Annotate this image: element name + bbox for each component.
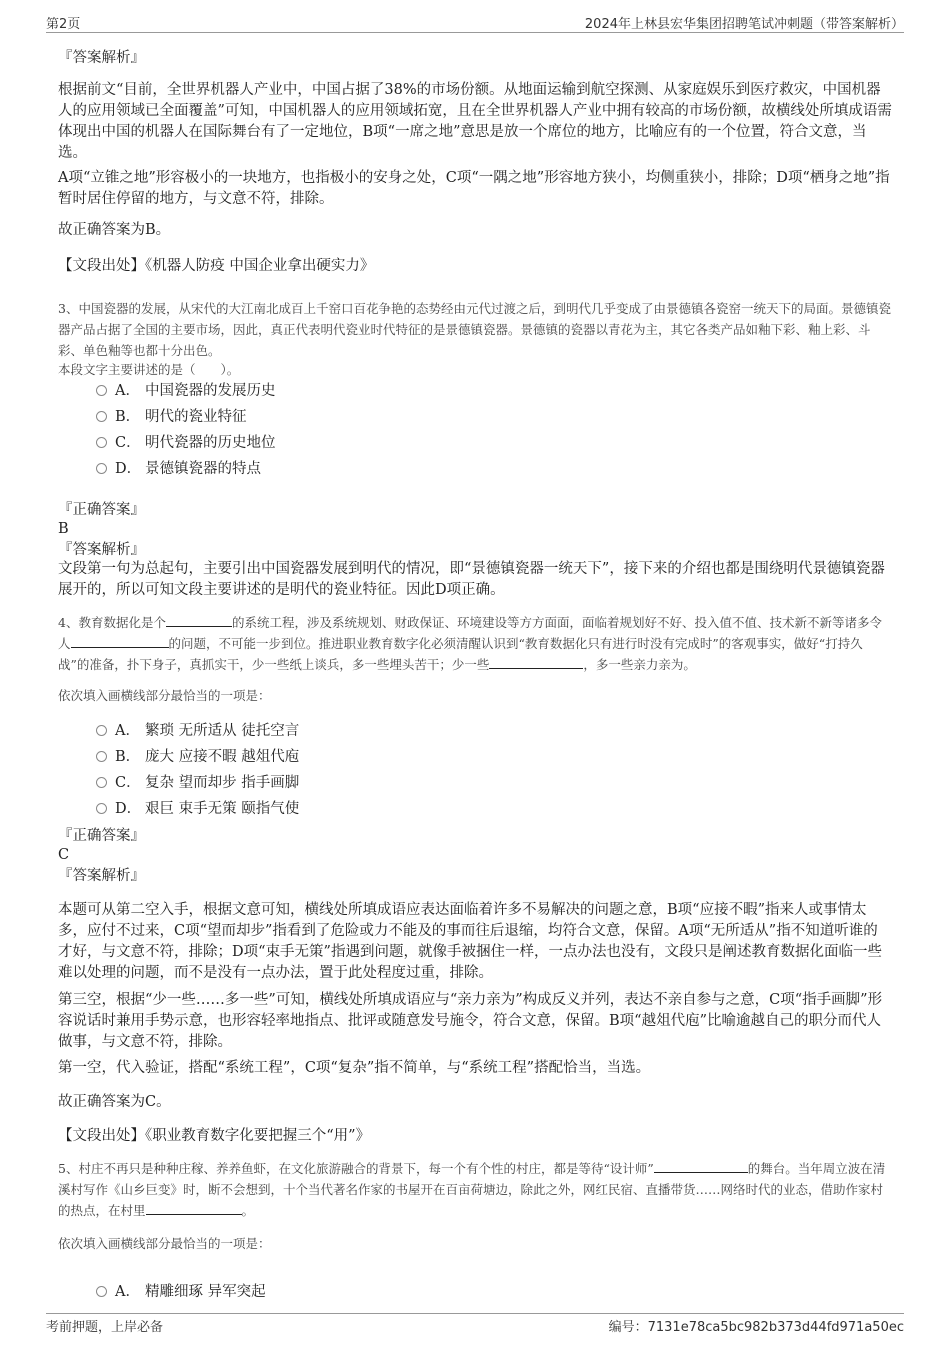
radio-button-icon[interactable]	[96, 751, 107, 762]
q5-stem: 5、村庄不再只是种种庄稼、养养鱼虾，在文化旅游融合的背景下，每一个有个性的村庄，都是等待“设计师” 的舞台。当年周立波在清溪村写作《山乡巨变》时，断不会想到，十个当代著名作家的书屋开在百亩荷塘边，除此之外，网红民宿、直播带货……网络时代的业态，借助作家村的热点，在村里 。	[58, 1158, 892, 1221]
q4-option-b[interactable]: B． 庞大 应接不暇 越俎代庖	[96, 746, 299, 768]
radio-button-icon[interactable]	[96, 777, 107, 788]
blank-line	[71, 633, 169, 648]
radio-button-icon[interactable]	[96, 463, 107, 474]
page-footer	[46, 1313, 904, 1336]
page-number: 第2页	[46, 17, 81, 32]
q2-analysis-label: 『答案解析』	[58, 50, 145, 66]
q3-option-c[interactable]: C． 明代瓷器的历史地位	[96, 432, 276, 454]
q3-answer: B	[58, 521, 69, 537]
q4-option-a[interactable]: A． 繁琐 无所适从 徒托空言	[96, 720, 299, 742]
document-id: 编号：7131e78ca5bc982b373d44fd971a50ec	[608, 1320, 904, 1335]
q3-option-a[interactable]: A． 中国瓷器的发展历史	[96, 380, 276, 402]
q5-option-a[interactable]: A． 精雕细琢 异军突起	[96, 1281, 266, 1303]
q4-answer-label: 『正确答案』	[58, 828, 145, 844]
q4-option-d[interactable]: D． 艰巨 束手无策 颐指气使	[96, 798, 299, 820]
q3-analysis: 文段第一句为总起句，主要引出中国瓷器发展到明代的情况，即“景德镇瓷器一统天下”，接下来的介绍也都是围绕明代景德镇瓷器展开的，所以可知文段主要讲述的是明代的瓷业特征。因此D项正确。	[58, 561, 885, 598]
q4-analysis-label: 『答案解析』	[58, 868, 145, 884]
q4-answer: C	[58, 847, 70, 863]
q4-analysis-para-1: 本题可从第二空入手，根据文意可知，横线处所填成语应表达面临着许多不易解决的问题之意，B项“应接不暇”指来人或事情太多，应付不过来，C项“望而却步”指看到了危险或力不能及的事而往后退缩，均符合文意，保留。A项“无所适从”指不知道听谁的才好，与文意不符，排除；D项“束手无策”指遇到问题，就像手被捆住一样，一点办法也没有，文段只是阐述教育数据化面临一些难以处理的问题，而不是没有一点办法，置于此处程度过重，排除。	[58, 902, 882, 981]
q4-question: 依次填入画横线部分最恰当的一项是：	[58, 688, 271, 703]
q3-question: 本段文字主要讲述的是（ ）。	[58, 362, 240, 377]
q4-analysis-para-4: 故正确答案为C。	[58, 1094, 171, 1110]
radio-button-icon[interactable]	[96, 385, 107, 396]
document-title: 2024年上林县宏华集团招聘笔试冲刺题（带答案解析）	[584, 17, 904, 32]
q3-option-d[interactable]: D． 景德镇瓷器的特点	[96, 458, 261, 480]
radio-button-icon[interactable]	[96, 725, 107, 736]
blank-line	[654, 1158, 748, 1173]
q4-stem: 4、教育数据化是个 的系统工程，涉及系统规划、财政保证、环境建设等方方面面，面临着规划好不好、投入值不值、技术新不新等诸多令人 的问题，不可能一步到位。推进职业教育数字化必须清醒认识到“教育数据化只有进行时没有完成时”的客观事实，做好“打持久战”的准备，扑下身子，真抓实干，少一些纸上谈兵，多一些埋头苦干；少一些 ，多一些亲力亲为。	[58, 612, 892, 675]
radio-button-icon[interactable]	[96, 803, 107, 814]
footer-slogan: 考前押题，上岸必备	[46, 1320, 164, 1335]
q4-analysis-para-2: 第三空，根据“少一些……多一些”可知，横线处所填成语应与“亲力亲为”构成反义并列，表达不亲自参与之意，C项“指手画脚”形容说话时兼用手势示意，也形容轻率地指点、批评或随意发号施令，符合文意，保留。B项“越俎代庖”比喻逾越自己的职分而代人做事，与文意不符，排除。	[58, 992, 883, 1050]
q3-stem: 3、中国瓷器的发展，从宋代的大江南北成百上千窑口百花争艳的态势经由元代过渡之后，到明代几乎变成了由景德镇各瓷窑一统天下的局面。景德镇瓷器产品占据了全国的主要市场，因此，真正代表明代瓷业时代特征的是景德镇瓷器。景德镇的瓷器以青花为主，其它各类产品如釉下彩、釉上彩、斗彩、单色釉等也都十分出色。	[58, 301, 891, 358]
q2-source: 【文段出处】《机器人防疫 中国企业拿出硬实力》	[58, 258, 375, 274]
radio-button-icon[interactable]	[96, 1286, 107, 1297]
q3-answer-label: 『正确答案』	[58, 502, 145, 518]
q4-source: 【文段出处】《职业教育数字化要把握三个“用”》	[58, 1128, 371, 1144]
q2-analysis-para-1: 根据前文“目前，全世界机器人产业中，中国占据了38%的市场份额。从地面运输到航空探测、从家庭娱乐到医疗救灾，中国机器人的应用领域已全面覆盖”可知，中国机器人的应用领域拓宽，且在全世界机器人产业中拥有较高的市场份额，故横线处所填成语需体现出中国的机器人在国际舞台有了一定地位，B项“一席之地”意思是放一个席位的地方，比喻应有的一个位置，符合文意，当选。	[58, 82, 892, 161]
blank-line	[489, 654, 583, 669]
q2-analysis-para-3: 故正确答案为B。	[58, 222, 171, 238]
radio-button-icon[interactable]	[96, 411, 107, 422]
q2-analysis-para-2: A项“立锥之地”形容极小的一块地方，也指极小的安身之处，C项“一隅之地”形容地方狭小，均侧重狭小，排除；D项“栖身之地”指暂时居住停留的地方，与文意不符，排除。	[58, 170, 890, 207]
blank-line	[166, 612, 232, 627]
q4-analysis-para-3: 第一空，代入验证，搭配“系统工程”，C项“复杂”指不简单，与“系统工程”搭配恰当，当选。	[58, 1060, 651, 1076]
q3-analysis-label: 『答案解析』	[58, 542, 145, 558]
q5-question: 依次填入画横线部分最恰当的一项是：	[58, 1236, 271, 1251]
q3-option-b[interactable]: B． 明代的瓷业特征	[96, 406, 247, 428]
page-header	[46, 10, 904, 33]
blank-line	[146, 1200, 242, 1215]
q4-option-c[interactable]: C． 复杂 望而却步 指手画脚	[96, 772, 299, 794]
radio-button-icon[interactable]	[96, 437, 107, 448]
